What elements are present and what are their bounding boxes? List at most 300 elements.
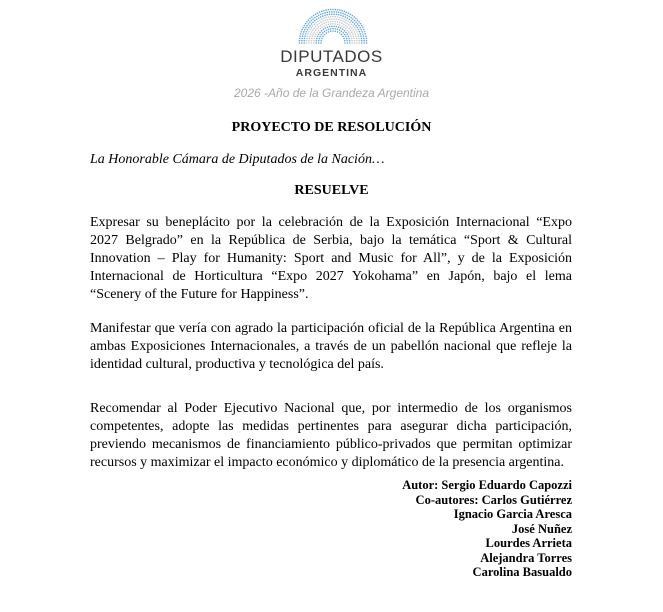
logo-seat-dot (315, 42, 317, 44)
logo-seat-dot (313, 27, 315, 29)
logo-seat-dot (314, 38, 316, 40)
logo-seat-dot (351, 27, 353, 29)
logo-seat-dot (314, 24, 316, 26)
logo-seat-dot (354, 40, 356, 42)
logo-seat-dot (331, 11, 333, 13)
logo-seat-dot (339, 22, 341, 24)
logo-seat-dot (343, 11, 345, 13)
logo-seat-dot (317, 21, 319, 23)
logo-seat-dot (361, 42, 363, 44)
logo-seat-dot (344, 13, 346, 15)
logo-seat-dot (329, 11, 331, 13)
logo-seat-dot (311, 20, 313, 22)
logo-seat-dot (346, 14, 348, 16)
logo-seat-dot (353, 16, 355, 18)
logo-seat-dot (363, 38, 365, 40)
logo-seat-dot (317, 12, 319, 14)
logo-seat-dot (304, 38, 306, 40)
logo-seat-dot (318, 40, 320, 42)
logo-seat-dot (331, 18, 333, 20)
logo-seat-dot (330, 9, 332, 11)
logo-seat-dot (332, 9, 334, 11)
logo-seat-dot (335, 23, 337, 25)
logo-seat-dot (299, 38, 301, 40)
logo-seat-dot (328, 24, 330, 26)
logo-seat-dot (346, 40, 348, 42)
logo-seat-dot (309, 18, 311, 20)
logo-seat-dot (332, 21, 334, 23)
logo-seat-dot (339, 29, 341, 31)
logo-seat-dot (321, 23, 323, 25)
logo-seat-dot (347, 21, 349, 23)
logo-seat-dot (333, 13, 335, 15)
logo-seat-dot (303, 31, 305, 33)
logo-seat-dot (344, 42, 346, 44)
logo-seat-dot (319, 32, 321, 34)
logo-seat-dot (346, 23, 348, 25)
logo-seat-dot (346, 38, 348, 40)
logo-seat-dot (314, 17, 316, 19)
logo-seat-dot (323, 28, 325, 30)
logo-seat-dot (321, 38, 323, 40)
logo-seat-dot (308, 40, 310, 42)
logo-seat-dot (349, 40, 351, 42)
logo-seat-dot (329, 14, 331, 16)
logo-seat-dot (317, 36, 319, 38)
logo-seat-dot (303, 25, 305, 27)
logo-seat-dot (356, 38, 358, 40)
logo-seat-dot (322, 15, 324, 17)
logo-seat-dot (316, 18, 318, 20)
logo-seat-dot (342, 13, 344, 15)
logo-seat-dot (333, 18, 335, 20)
logo-seat-dot (344, 30, 346, 32)
logo-seat-dot (348, 12, 350, 14)
logo-seat-dot (330, 16, 332, 18)
logo-seat-dot (311, 38, 313, 40)
logo-seat-dot (319, 11, 321, 13)
logo-seat-dot (306, 42, 308, 44)
logo-seat-dot (303, 42, 305, 44)
logo-seat-dot (346, 11, 348, 13)
logo-seat-dot (360, 35, 362, 37)
logo-seat-dot (311, 23, 313, 25)
logo-seat-dot (314, 20, 316, 22)
logo-seat-dot (312, 36, 314, 38)
logo-seat-dot (329, 26, 331, 28)
logo-seat-dot (321, 30, 323, 32)
logo-seat-dot (321, 34, 323, 36)
logo-seat-dot (355, 29, 357, 31)
logo-seat-dot (315, 30, 317, 32)
logo-seat-dot (350, 30, 352, 32)
logo-seat-dot (334, 9, 336, 11)
logo-seat-dot (343, 26, 345, 28)
logo-seat-dot (352, 15, 354, 17)
logo-seat-dot (342, 36, 344, 38)
logo-seat-dot (309, 25, 311, 27)
logo-seat-dot (358, 21, 360, 23)
logo-seat-dot (333, 11, 335, 13)
co-author: Carolina Basualdo (472, 565, 572, 579)
logo-seat-dot (318, 26, 320, 28)
logo-seat-dot (337, 16, 339, 18)
logo-seat-dot (306, 25, 308, 27)
logo-seat-dot (341, 34, 343, 36)
logo-seat-dot (316, 31, 318, 33)
logo-seat-dot (315, 22, 317, 24)
logo-seat-dot (305, 23, 307, 25)
logo-seat-dot (344, 40, 346, 42)
logo-seat-dot (363, 40, 365, 42)
logo-seat-dot (319, 19, 321, 21)
logo-seat-dot (314, 35, 316, 37)
logo-seat-dot (337, 21, 339, 23)
logo-seat-dot (324, 27, 326, 29)
logo-seat-dot (318, 33, 320, 35)
logo-seat-dot (353, 38, 355, 40)
logo-seat-dot (332, 28, 334, 30)
logo-seat-dot (299, 40, 301, 42)
logo-seat-dot (351, 31, 353, 33)
authors-block (402, 478, 572, 580)
logo-seat-dot (335, 30, 337, 32)
logo-seat-dot (354, 20, 356, 22)
logo-seat-dot (309, 38, 311, 40)
logo-seat-dot (347, 17, 349, 19)
logo-seat-dot (334, 28, 336, 30)
logo-seat-dot (301, 40, 303, 42)
logo-seat-dot (336, 18, 338, 20)
logo-seat-dot (311, 42, 313, 44)
co-author: Co-autores: Carlos Gutiérrez (415, 492, 572, 507)
logo-seat-dot (332, 23, 334, 25)
logo-seat-dot (359, 42, 361, 44)
logo-seat-dot (322, 36, 324, 38)
logo-seat-dot (351, 40, 353, 42)
author: Autor: Sergio Eduardo Capozzi (402, 478, 572, 492)
logo-seat-dot (357, 23, 359, 25)
logo-seat-dot (347, 33, 349, 35)
logo-seat-dot (364, 31, 366, 33)
resolve-title: RESUELVE (294, 183, 369, 198)
logo-seat-dot (354, 42, 356, 44)
logo-seat-dot (318, 17, 320, 19)
logo-seat-dot (326, 14, 328, 16)
logo-seat-dot (350, 17, 352, 19)
paragraph: Recomendar al Poder Ejecutivo Nacional que, por intermedio de los organismos competentes, adopte las medidas pertinentes para asegurar dicha participación, previendo mecanismos de financiamiento público-privados que permitan optimizar recursos y maximizar el impacto económico y diplomático de la presencia argentina. (90, 401, 572, 470)
logo-seat-dot (347, 42, 349, 44)
logo-seat-dot (345, 16, 347, 18)
logo-seat-dot (343, 38, 345, 40)
logo-seat-dot (340, 20, 342, 22)
logo-seat-dot (361, 38, 363, 40)
logo-seat-dot (312, 18, 314, 20)
logo-seat-dot (339, 17, 341, 19)
logo-seat-dot (356, 31, 358, 33)
logo-seat-dot (326, 22, 328, 24)
logo-seat-dot (338, 12, 340, 14)
diputados-logo (293, 8, 373, 44)
logo-seat-dot (324, 20, 326, 22)
logo-seat-dot (305, 27, 307, 29)
logo-seat-dot (355, 18, 357, 20)
logo-seat-dot (345, 28, 347, 30)
logo-seat-dot (359, 31, 361, 33)
logo-seat-dot (303, 40, 305, 42)
logo-seat-dot (351, 24, 353, 26)
logo-seat-dot (325, 9, 327, 11)
logo-seat-dot (352, 21, 354, 23)
logo-seat-dot (345, 36, 347, 38)
logo-seat-dot (348, 31, 350, 33)
logo-seat-dot (349, 42, 351, 44)
logo-seat-dot (360, 29, 362, 31)
logo-seat-dot (354, 33, 356, 35)
logo-seat-dot (336, 14, 338, 16)
logo-seat-dot (360, 23, 362, 25)
logo-seat-dot (354, 27, 356, 29)
logo-seat-dot (328, 9, 330, 11)
logo-seat-dot (315, 33, 317, 35)
logo-seat-dot (355, 25, 357, 27)
logo-seat-dot (365, 35, 367, 37)
logo-seat-dot (319, 28, 321, 30)
logo-seat-dot (350, 13, 352, 15)
logo-seat-dot (349, 18, 351, 20)
logo-seat-dot (338, 19, 340, 21)
co-author: Alejandra Torres (480, 550, 572, 565)
logo-seat-dot (309, 35, 311, 37)
logo-seat-dot (302, 35, 304, 37)
logo-seat-dot (356, 40, 358, 42)
logo-seat-dot (339, 9, 341, 11)
logo-seat-dot (306, 38, 308, 40)
logo-seat-dot (308, 19, 310, 21)
logo-seat-dot (332, 30, 334, 32)
logo-seat-dot (320, 40, 322, 42)
logo-seat-dot (307, 29, 309, 31)
logo-seat-dot (351, 38, 353, 40)
logo-seat-dot (299, 42, 301, 44)
logo-seat-dot (337, 9, 339, 11)
logo-seat-dot (330, 21, 332, 23)
logo-seat-dot (312, 21, 314, 23)
logo-seat-dot (320, 42, 322, 44)
logo-seat-dot (311, 16, 313, 18)
logo-seat-dot (308, 27, 310, 29)
paragraph: Expresar su beneplácito por la celebración de la Exposición Internacional “Expo 2027 Belgrado” en la República de Serbia, bajo la temática “Sport & Cultural Innovation – Play for Humanity: Sport and Music for All”, y de la Exposición Internacional de Horticultura “Expo 2027 Yokohama” en Japón, bajo el lema “Scenery of the Future for Happiness”. (90, 215, 572, 302)
logo-seat-dot (321, 11, 323, 13)
logo-seat-dot (316, 38, 318, 40)
logo-seat-dot (322, 13, 324, 15)
logo-seat-dot (313, 31, 315, 33)
logo-seat-dot (330, 23, 332, 25)
logo-seat-dot (359, 27, 361, 29)
logo-seat-dot (328, 31, 330, 33)
logo-seat-dot (362, 33, 364, 35)
logo-seat-dot (347, 26, 349, 28)
logo-seat-dot (312, 25, 314, 27)
logo-seat-dot (319, 36, 321, 38)
logo-seat-dot (348, 28, 350, 30)
logo-seat-dot (348, 36, 350, 38)
logo-seat-dot (333, 25, 335, 27)
logo-seat-dot (300, 33, 302, 35)
logo-seat-dot (323, 25, 325, 27)
logo-seat-dot (329, 18, 331, 20)
org-country: ARGENTINA (295, 67, 368, 79)
logo-seat-dot (349, 22, 351, 24)
logo-seat-dot (366, 42, 368, 44)
logo-seat-dot (320, 13, 322, 15)
logo-seat-dot (342, 32, 344, 34)
logo-seat-dot (316, 16, 318, 18)
logo-seat-dot (309, 21, 311, 23)
logo-seat-dot (351, 42, 353, 44)
logo-seat-dot (342, 28, 344, 30)
logo-seat-dot (352, 25, 354, 27)
logo-seat-dot (322, 32, 324, 34)
logo-seat-dot (361, 31, 363, 33)
logo-seat-dot (308, 42, 310, 44)
logo-seat-dot (358, 40, 360, 42)
logo-seat-dot (328, 29, 330, 31)
logo-seat-dot (342, 20, 344, 22)
logo-seat-dot (362, 27, 364, 29)
logo-seat-dot (361, 25, 363, 27)
logo-seat-dot (325, 24, 327, 26)
logo-seat-dot (345, 32, 347, 34)
logo-seat-dot (316, 40, 318, 42)
logo-seat-dot (365, 33, 367, 35)
logo-seat-dot (324, 15, 326, 17)
logo-seat-dot (318, 23, 320, 25)
logo-seat-dot (308, 31, 310, 33)
logo-seat-dot (358, 29, 360, 31)
logo-seat-dot (328, 21, 330, 23)
logo-seat-dot (339, 32, 341, 34)
logo-seat-dot (322, 20, 324, 22)
logo-seat-dot (363, 35, 365, 37)
logo-seat-dot (341, 31, 343, 33)
logo-seat-dot (361, 40, 363, 42)
co-author: Ignacio Garcia Aresca (453, 507, 572, 521)
logo-seat-dot (312, 29, 314, 31)
logo-seat-dot (349, 33, 351, 35)
logo-seat-dot (313, 42, 315, 44)
logo-seat-dot (321, 18, 323, 20)
logo-seat-dot (337, 24, 339, 26)
logo-seat-dot (357, 33, 359, 35)
logo-seat-dot (323, 22, 325, 24)
logo-seat-dot (343, 23, 345, 25)
logo-seat-dot (345, 25, 347, 27)
logo-seat-dot (306, 40, 308, 42)
logo-seat-dot (348, 24, 350, 26)
logo-seat-dot (326, 29, 328, 31)
logo-seat-dot (318, 42, 320, 44)
logo-seat-dot (357, 19, 359, 21)
logo-seat-dot (338, 14, 340, 16)
logo-seat-dot (363, 29, 365, 31)
logo-seat-dot (355, 35, 357, 37)
logo-seat-dot (339, 24, 341, 26)
logo-seat-dot (320, 16, 322, 18)
logo-seat-dot (330, 28, 332, 30)
document-type-title: PROYECTO DE RESOLUCIÓN (231, 120, 432, 135)
logo-seat-dot (354, 31, 356, 33)
logo-seat-dot (316, 28, 318, 30)
logo-seat-dot (306, 21, 308, 23)
logo-seat-dot (316, 24, 318, 26)
logo-seat-dot (347, 29, 349, 31)
logo-seat-dot (358, 25, 360, 27)
logo-seat-dot (301, 42, 303, 44)
logo-seat-dot (366, 40, 368, 42)
logo-seat-dot (343, 18, 345, 20)
logo-seat-dot (341, 17, 343, 19)
logo-seat-dot (353, 36, 355, 38)
logo-seat-dot (311, 31, 313, 33)
logo-seat-dot (328, 16, 330, 18)
motto: 2026 -Año de la Grandeza Argentina (233, 86, 430, 100)
logo-seat-dot (337, 31, 339, 33)
logo-seat-dot (302, 33, 304, 35)
logo-seat-dot (355, 21, 357, 23)
logo-seat-dot (320, 21, 322, 23)
logo-seat-dot (299, 35, 301, 37)
logo-seat-dot (352, 18, 354, 20)
logo-seat-dot (344, 21, 346, 23)
logo-seat-dot (311, 27, 313, 29)
logo-seat-dot (309, 29, 311, 31)
logo-seat-dot (363, 42, 365, 44)
logo-seat-dot (327, 12, 329, 14)
logo-seat-dot (324, 31, 326, 33)
logo-seat-dot (342, 15, 344, 17)
logo-seat-dot (311, 40, 313, 42)
logo-seat-dot (307, 35, 309, 37)
logo-seat-dot (308, 23, 310, 25)
logo-seat-dot (341, 22, 343, 24)
logo-seat-dot (348, 38, 350, 40)
logo-seat-dot (327, 19, 329, 21)
logo-seat-dot (301, 31, 303, 33)
logo-seat-dot (332, 16, 334, 18)
logo-seat-dot (337, 29, 339, 31)
logo-seat-dot (323, 17, 325, 19)
logo-seat-dot (313, 40, 315, 42)
logo-seat-dot (358, 38, 360, 40)
logo-seat-dot (354, 23, 356, 25)
logo-seat-dot (321, 26, 323, 28)
logo-seat-dot (352, 33, 354, 35)
logo-seat-dot (357, 27, 359, 29)
logo-seat-dot (326, 32, 328, 34)
co-author: José Nuñez (511, 521, 572, 536)
logo-seat-dot (356, 42, 358, 44)
logo-seat-dot (312, 33, 314, 35)
logo-seat-dot (360, 33, 362, 35)
logo-seat-dot (341, 25, 343, 27)
logo-seat-dot (302, 27, 304, 29)
logo-seat-dot (306, 31, 308, 33)
logo-seat-dot (327, 26, 329, 28)
logo-seat-dot (331, 13, 333, 15)
logo-seat-dot (330, 30, 332, 32)
logo-seat-dot (310, 33, 312, 35)
